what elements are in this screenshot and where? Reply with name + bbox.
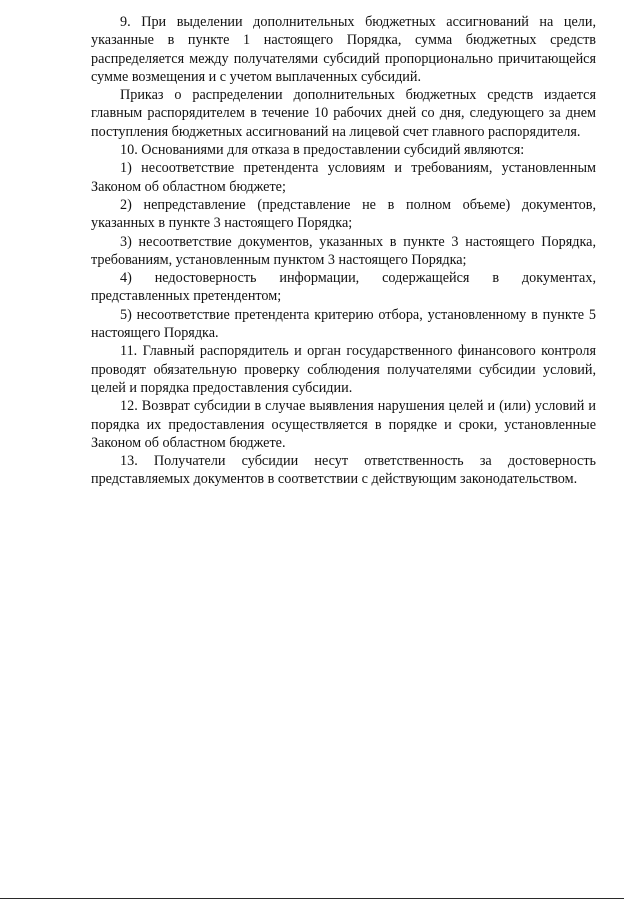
document-body [91, 13, 596, 489]
list-item-3: 3) несоответствие документов, указанных в пункте 3 настоящего Порядка, требованиям, установленным пунктом 3 настоящего Порядка; [91, 233, 596, 268]
list-item-5: 5) несоответствие претендента критерию отбора, установленному в пункте 5 настоящего Порядка. [91, 306, 596, 342]
bottom-divider [0, 898, 624, 899]
paragraph-13: 13. Получатели субсидии несут ответственность за достоверность представляемых документов в соответствии с действующим законодательством. [91, 453, 596, 488]
list-item-2: 2) непредставление (представление не в полном объеме) документов, указанных в пункте 3 настоящего Порядка; [91, 196, 596, 232]
paragraph-12: 12. Возврат субсидии в случае выявления нарушения целей и (или) условий и порядка их предоставления осуществляется в порядке и сроки, установленные Законом об областном бюджете. [91, 398, 596, 451]
paragraph-11: 11. Главный распорядитель и орган государственного финансового контроля проводят обязательную проверку соблюдения получателями субсидии условий, целей и порядка предоставления субсидии. [91, 343, 596, 396]
paragraph-9: 9. При выделении дополнительных бюджетных ассигнований на цели, указанные в пункте 1 настоящего Порядка, сумма бюджетных средств распределяется между получателями субсидий пропорционально причитающейся сумме возмещения и с учетом выплаченных субсидий. [91, 14, 596, 85]
paragraph-order-text: Приказ о распределении дополнительных бюджетных средств издается главным распорядителем в течение 10 рабочих дней со дня, следующего за днем поступления бюджетных ассигнований на лицевой счет главного распорядителя. [91, 87, 596, 140]
list-item-1: 1) несоответствие претендента условиям и требованиям, установленным Законом об областном бюджете; [91, 160, 596, 195]
list-item-4: 4) недостоверность информации, содержащейся в документах, представленных претендентом; [91, 270, 596, 305]
paragraph-10: 10. Основаниями для отказа в предоставлении субсидий являются: [120, 142, 525, 159]
